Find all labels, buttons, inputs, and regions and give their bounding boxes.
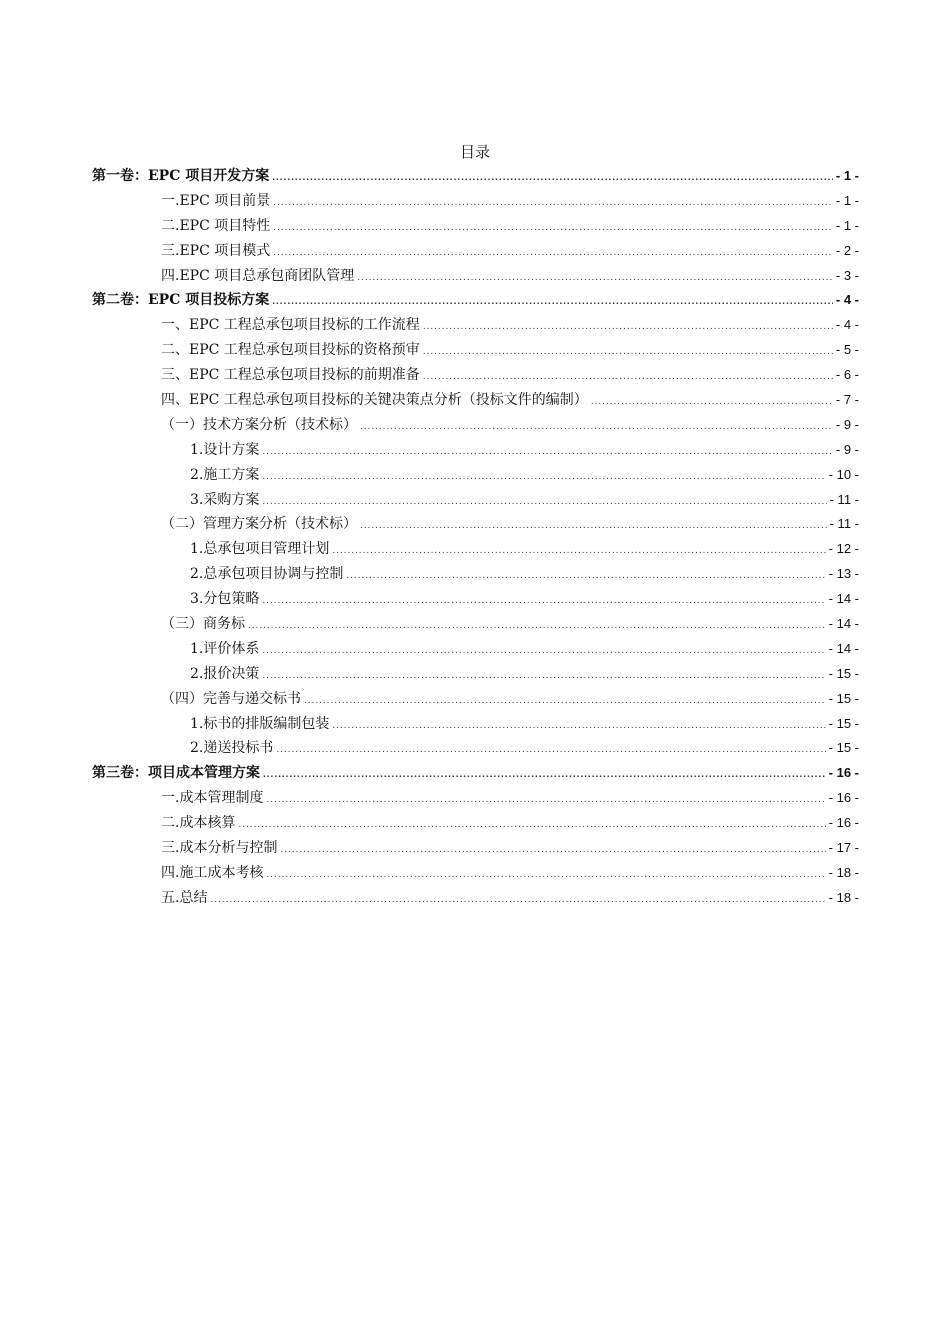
toc-dot-leader xyxy=(332,714,825,739)
table-of-contents xyxy=(92,164,859,911)
toc-dot-leader xyxy=(266,788,825,813)
toc-entry[interactable] xyxy=(92,687,859,712)
toc-page-number: - 15 - xyxy=(828,715,859,731)
toc-dot-leader xyxy=(280,838,825,863)
toc-entry-title: 一、EPC 工程总承包项目投标的工作流程 xyxy=(161,317,420,334)
toc-page-number: - 4 - xyxy=(835,292,859,308)
toc-page-number: - 16 - xyxy=(828,765,859,781)
toc-entry[interactable] xyxy=(92,861,859,886)
toc-dot-leader xyxy=(276,738,825,763)
toc-entry[interactable] xyxy=(92,562,859,587)
toc-page-number: - 5 - xyxy=(835,342,859,358)
toc-page-number: - 14 - xyxy=(828,591,859,607)
toc-entry[interactable] xyxy=(92,488,859,513)
toc-entry-title: 3.分包策略 xyxy=(190,591,260,608)
toc-dot-leader xyxy=(262,639,825,664)
toc-title: 目录 xyxy=(459,143,490,161)
toc-page-number: - 1 - xyxy=(835,168,859,183)
toc-entry-title: 二.EPC 项目特性 xyxy=(161,217,271,234)
toc-dot-leader xyxy=(304,689,826,714)
toc-entry[interactable] xyxy=(92,637,859,662)
toc-entry-title: 三.成本分析与控制 xyxy=(161,840,278,857)
toc-page-number: - 12 - xyxy=(828,541,859,557)
toc-dot-leader xyxy=(266,863,825,888)
toc-entry[interactable] xyxy=(92,811,859,836)
toc-page-number: - 15 - xyxy=(828,665,859,681)
toc-entry-title: 2.总承包项目协调与控制 xyxy=(190,566,344,583)
toc-entry[interactable] xyxy=(92,363,859,388)
toc-dot-leader xyxy=(248,614,826,639)
toc-entry-title: 1.总承包项目管理计划 xyxy=(190,541,330,558)
toc-page-number: - 9 - xyxy=(835,441,859,457)
toc-entry[interactable] xyxy=(92,288,859,313)
toc-dot-leader xyxy=(332,539,825,564)
toc-entry-title: 四.EPC 项目总承包商团队管理 xyxy=(161,267,355,284)
toc-entry[interactable] xyxy=(92,239,859,264)
toc-entry-title: 一.EPC 项目前景 xyxy=(161,192,271,209)
toc-dot-leader xyxy=(360,415,833,440)
toc-page-number: - 15 - xyxy=(828,690,859,706)
toc-page-number: - 1 - xyxy=(835,192,859,208)
toc-entry[interactable] xyxy=(92,313,859,338)
toc-entry-title: 一.成本管理制度 xyxy=(161,790,264,807)
toc-dot-leader xyxy=(423,340,833,365)
toc-entry-title: 二.成本核算 xyxy=(161,815,236,832)
toc-page-number: - 11 - xyxy=(829,516,859,532)
toc-entry-title: （二）管理方案分析（技术标） xyxy=(161,516,357,533)
toc-dot-leader xyxy=(357,266,833,291)
toc-entry-title: 2.报价决策 xyxy=(190,665,260,682)
toc-dot-leader xyxy=(360,514,827,539)
toc-entry[interactable] xyxy=(92,736,859,761)
toc-page-number: - 3 - xyxy=(835,267,859,283)
toc-entry-title: 四.施工成本考核 xyxy=(161,864,264,881)
toc-entry[interactable] xyxy=(92,662,859,687)
toc-dot-leader xyxy=(263,763,826,788)
toc-dot-leader xyxy=(272,166,833,191)
toc-entry-title: 2.递送投标书 xyxy=(190,740,274,757)
toc-entry-title: 1.标书的排版编制包装 xyxy=(190,715,330,732)
toc-dot-leader xyxy=(273,216,833,241)
toc-entry[interactable] xyxy=(92,413,859,438)
toc-entry[interactable] xyxy=(92,786,859,811)
toc-page-number: - 15 - xyxy=(828,740,859,756)
toc-dot-leader xyxy=(262,664,825,689)
toc-page-number: - 18 - xyxy=(828,864,859,880)
toc-page-number: - 16 - xyxy=(828,815,859,831)
toc-entry[interactable] xyxy=(92,438,859,463)
toc-entry-title: 1.评价体系 xyxy=(190,640,260,657)
toc-entry[interactable] xyxy=(92,712,859,737)
toc-entry[interactable] xyxy=(92,463,859,488)
toc-entry[interactable] xyxy=(92,537,859,562)
toc-entry[interactable] xyxy=(92,886,859,911)
toc-entry[interactable] xyxy=(92,512,859,537)
toc-dot-leader xyxy=(423,365,833,390)
toc-entry[interactable] xyxy=(92,164,859,189)
toc-page-number: - 2 - xyxy=(835,242,859,258)
toc-entry-title: 3.采购方案 xyxy=(190,491,260,508)
toc-entry-title: （四）完善与递交标书 xyxy=(161,690,301,707)
toc-dot-leader xyxy=(262,490,826,515)
toc-page-number: - 16 - xyxy=(828,790,859,806)
toc-entry-title: 第一卷：EPC 项目开发方案 xyxy=(92,168,270,184)
toc-page-number: - 4 - xyxy=(835,317,859,333)
toc-page-number: - 14 - xyxy=(828,616,859,632)
toc-entry[interactable] xyxy=(92,189,859,214)
toc-dot-leader xyxy=(262,465,825,490)
toc-entry-title: （三）商务标 xyxy=(161,616,245,633)
toc-page-number: - 18 - xyxy=(828,889,859,905)
toc-page-number: - 1 - xyxy=(835,217,859,233)
toc-dot-leader xyxy=(591,390,833,415)
toc-entry[interactable] xyxy=(92,388,859,413)
toc-entry-title: （一）技术方案分析（技术标） xyxy=(161,416,357,433)
toc-entry-title: 三.EPC 项目模式 xyxy=(161,242,271,259)
toc-entry[interactable] xyxy=(92,587,859,612)
toc-entry-title: 五.总结 xyxy=(161,889,208,906)
toc-entry-title: 二、EPC 工程总承包项目投标的资格预审 xyxy=(161,342,420,359)
toc-page-number: - 9 - xyxy=(835,416,859,432)
toc-entry[interactable] xyxy=(92,338,859,363)
toc-dot-leader xyxy=(262,440,833,465)
toc-page-number: - 17 - xyxy=(828,840,859,856)
toc-entry-title: 三、EPC 工程总承包项目投标的前期准备 xyxy=(161,367,420,384)
toc-entry-title: 第三卷：项目成本管理方案 xyxy=(92,765,260,782)
toc-dot-leader xyxy=(346,564,825,589)
toc-page-number: - 14 - xyxy=(828,640,859,656)
toc-dot-leader xyxy=(273,191,833,216)
toc-entry[interactable] xyxy=(92,264,859,289)
toc-page-number: - 10 - xyxy=(828,466,859,482)
toc-page-number: - 6 - xyxy=(835,367,859,383)
toc-dot-leader xyxy=(273,241,833,266)
toc-dot-leader xyxy=(423,315,833,340)
toc-entry[interactable] xyxy=(92,612,859,637)
toc-dot-leader xyxy=(210,888,825,913)
toc-page-number: - 13 - xyxy=(828,566,859,582)
toc-entry-title: 1.设计方案 xyxy=(190,441,260,458)
toc-page-number: - 7 - xyxy=(835,392,859,408)
toc-entry[interactable] xyxy=(92,214,859,239)
toc-page-number: - 11 - xyxy=(829,491,859,507)
toc-dot-leader xyxy=(238,813,825,838)
toc-entry-title: 第二卷：EPC 项目投标方案 xyxy=(92,292,270,309)
toc-dot-leader xyxy=(272,290,833,315)
toc-entry[interactable] xyxy=(92,836,859,861)
toc-entry[interactable] xyxy=(92,761,859,786)
toc-dot-leader xyxy=(262,589,825,614)
toc-entry-title: 四、EPC 工程总承包项目投标的关键决策点分析（投标文件的编制） xyxy=(161,392,588,409)
toc-entry-title: 2.施工方案 xyxy=(190,466,260,483)
